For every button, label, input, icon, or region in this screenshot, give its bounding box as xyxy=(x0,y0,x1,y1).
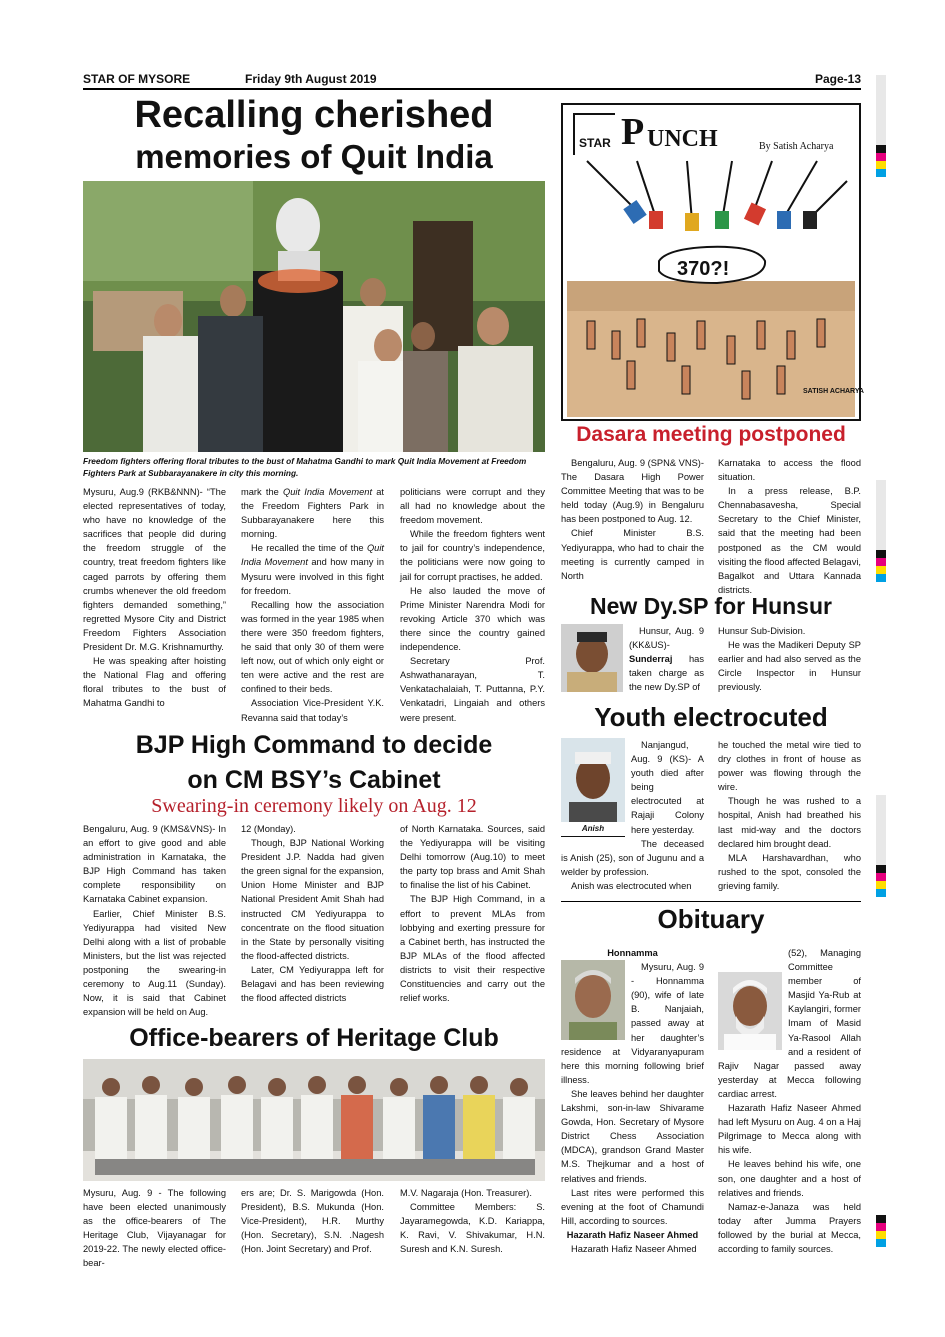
obituary-paragraph: (52), Managing Committee member of Masjid Ya-Rub at Kaylangiri, former Imam of Masid Ya-Rasool Allah and a resident of Rajiv Nagar passed away yesterday at Mecca following cardiac arrest. xyxy=(718,948,861,1099)
cartoon-bubble-text: 370?! xyxy=(677,258,730,280)
heritage-paragraph: ers are; Dr. S. Marigowda (Hon. President), B.S. Mukunda (Hon. Vice-President), H.R. Murthy (Hon. Secretary), S.N. .Nagesh (Hon. Joint Secretary) and Prof. xyxy=(241,1188,384,1255)
hunsur-headline: New Dy.SP for Hunsur xyxy=(590,593,832,619)
youth-column-1 xyxy=(561,738,704,896)
registration-marks-4 xyxy=(876,1215,886,1247)
quit-photo-caption: Freedom fighters offering floral tributes to the bust of Mahatma Gandhi to mark Quit India Movement at Freedom Fighters Park at Subbarayanakere in city this morning. xyxy=(83,456,527,478)
youth-column-2 xyxy=(718,738,861,896)
bjp-column-2 xyxy=(241,822,384,1022)
quit-column-2 xyxy=(241,485,384,725)
youth-paragraph: Nanjangud, Aug. 9 (KS)- A youth died after being electrocuted at Rajaji Colony here yesterday. xyxy=(631,740,704,835)
youth-paragraph: MLA Harshavardhan, who rushed to the spot, consoled the grieving family. xyxy=(718,852,861,891)
hunsur-column-2 xyxy=(718,624,861,700)
dasara-paragraph: Bengaluru, Aug. 9 (SPN& VNS)- The Dasara High Power Committee Meeting that was to be held today (Aug.9) in Bengaluru has been postponed to Aug. 12. xyxy=(561,458,704,525)
bjp-paragraph: The BJP High Command, in a effort to prevent MLAs from lobbying and exerting pressure for a Cabinet berth, has instructed the BJP MLAs of the flood affected districts to visit their respective Constituencies and carry out the relief works. xyxy=(400,894,545,1004)
punch-byline: By Satish Acharya xyxy=(759,141,834,152)
freedom-fighters-photo xyxy=(83,181,545,452)
cartoon xyxy=(567,161,864,417)
obituary-paragraph: Namaz-e-Janaza was held today after Jumma Prayers followed by the burial at Mecca, according to family sources. xyxy=(718,1201,861,1254)
dasara-paragraph: Karnataka to access the flood situation. xyxy=(718,458,861,483)
star-punch-masthead xyxy=(563,105,859,160)
bjp-paragraph: Earlier, Chief Minister B.S. Yediyurappa had visited New Delhi along with a list of probable Ministers, but the list was rejected postponing the swearing-in ceremony to Aug.11 (Sunday). Now, it is said that Cabinet expansion will be held on Aug. xyxy=(83,908,226,1018)
quit-paragraph: He also lauded the move of Prime Minister Narendra Modi for revoking Article 370 which was there since the country gained independence. xyxy=(400,585,545,653)
quit-paragraph: Mysuru, Aug.9 (RKB&NNN)- “The elected representatives of today, who have no knowledge of the sacrifices that people did during the freedom struggle of the country, treat freedom fighters like caged parrots by offering them crumbs whenever the old freedom fighters demanded something,” regretted Mysore City and District Freedom Fighters Association President Dr. M.G. Krishnamurthy. xyxy=(83,487,226,653)
sunderraj-photo xyxy=(561,624,623,692)
hunsur-paragraph: He was the Madikeri Deputy SP earlier and had also served as the Circle Inspector in Hunsur previously. xyxy=(718,640,861,693)
obituary-name-1: Honnamma xyxy=(607,948,658,958)
heritage-headline: Office-bearers of Heritage Club xyxy=(129,1024,499,1052)
heritage-column-1 xyxy=(83,1186,226,1271)
registration-marks-2 xyxy=(876,480,886,582)
bjp-paragraph: of North Karnataka. Sources, said the Yediyurappa will be visiting Delhi tomorrow (Aug.10) to meet the party top brass and Amit Shah to finalise the list of his Cabinet. xyxy=(400,824,545,891)
issue-date: Friday 9th August 2019 xyxy=(245,72,377,86)
anish-photo-box xyxy=(561,738,625,842)
obituary-column-1 xyxy=(561,946,704,1258)
obituary-rule xyxy=(561,901,861,902)
quit-paragraph: While the freedom fighters went to jail for country’s independence, the politicians were now going to jail for corrupt practises, he added. xyxy=(400,529,545,582)
obituary-headline: Obituary xyxy=(657,904,765,934)
obituary-name-2: Hazarath Hafiz Naseer Ahmed xyxy=(566,1229,699,1240)
quit-paragraph: Association Vice-President Y.K. Revanna said that today’s xyxy=(241,698,384,723)
quit-paragraph: Recalling how the association was formed in the year 1985 when there were 350 freedom fighters, he said that only 30 of them were left now, out of which only eight or ten were active and the rest are confined to their beds. xyxy=(241,599,384,695)
hunsur-column-1 xyxy=(561,624,704,700)
bjp-subhead: Swearing-in ceremony likely on Aug. 12 xyxy=(151,795,477,817)
page-number: Page-13 xyxy=(815,72,862,86)
cartoon-signature: SATISH ACHARYA xyxy=(803,388,864,395)
heritage-paragraph: Committee Members: S. Jayaramegowda, K.D. Kariappa, K. Ravi, V. Shivakumar, H.N. Suresh and K.N. Suresh. xyxy=(400,1202,545,1255)
obituary-paragraph: Last rites were performed this evening at the foot of Chamundi Hill, according to sources. xyxy=(561,1187,704,1226)
youth-paragraph: Though he was rushed to a hospital, Anish had breathed his last mid-way and the doctors declared him brought dead. xyxy=(718,796,861,849)
obituary-paragraph: She leaves behind her daughter Lakshmi, son-in-law Shivarame Gowda, Hon. Secretary of Mysore District Chess Association (MDCA), grandson Grand Master M.S. Thejkumar and a host of relatives and friends. xyxy=(561,1088,704,1184)
star-label: STAR xyxy=(579,136,611,150)
youth-paragraph: Anish was electrocuted when xyxy=(571,880,692,891)
dasara-paragraph: Chief Minister B.S. Yediyurappa, who had to chair the meeting is currently camped in North xyxy=(561,528,704,581)
youth-paragraph: The deceased is Anish (25), son of Jugunu and a welder by profession. xyxy=(561,838,704,877)
punch-initial: P xyxy=(621,111,645,153)
quit-paragraph: politicians were corrupt and they all had no knowledge about the freedom movement. xyxy=(400,487,545,526)
quit-paragraph: Secretary Prof. Ashwathanarayan, T. Venkatachalaiah, T. Puttanna, P.Y. Venkatadri, Lingaiah and others were present. xyxy=(400,656,545,723)
heritage-paragraph: Mysuru, Aug. 9 - The following have been elected unanimously as the office-bearers of The Heritage Club, Vijayanagar for 2019-22. The newly elected office-bear- xyxy=(83,1188,226,1269)
obituary-paragraph: Hazarath Hafiz Naseer Ahmed xyxy=(571,1243,697,1254)
dasara-paragraph: In a press release, B.P. Chennabasavesha, Special Secretary to the Chief Minister, said that the meeting had been postponed as the CM would visiting the flood affected Belagavi, Bagalkot and Uttara Kannada districts. xyxy=(718,486,861,595)
star-punch-box xyxy=(561,103,864,421)
paper-name: STAR OF MYSORE xyxy=(83,72,191,86)
registration-marks xyxy=(876,75,886,177)
youth-paragraph: he touched the metal wire tied to dry clothes in front of house as power was flowing through the wire. xyxy=(718,740,861,793)
quit-paragraph: He was speaking after hoisting the National Flag and offering floral tributes to the bust of Mahatma Gandhi to xyxy=(83,656,226,709)
obituary-paragraph: Mysuru, Aug. 9 - Honnamma (90), wife of late B. Nanjaiah, passed away at her daughter’s residence at Vidyaranyapuram here this morning following brief illness. xyxy=(561,962,704,1085)
quit-headline-2: memories of Quit India xyxy=(135,138,493,175)
hunsur-paragraph: Hunsur Sub-Division. xyxy=(718,626,806,636)
anish-label: Anish xyxy=(561,822,625,837)
quit-paragraph: mark the Quit India Movement at the Freedom Fighters Park in Subbarayanakere here this morning. xyxy=(241,487,384,540)
quit-paragraph: He recalled the time of the Quit India Movement and how many in Mysuru were involved in this fight for freedom. xyxy=(241,543,384,596)
bjp-paragraph: Bengaluru, Aug. 9 (KMS&VNS)- In an effort to give good and able administration in Karnataka, the BJP High Command has taken complete responsibility on Karnataka Cabinet expansion. xyxy=(83,824,226,905)
heritage-paragraph: M.V. Nagaraja (Hon. Treasurer). xyxy=(400,1188,532,1198)
bjp-paragraph: Later, CM Yediyurappa left for Belagavi and has been reviewing the flood affected districts xyxy=(241,964,384,1004)
anish-photo xyxy=(561,738,625,822)
quit-headline-1: Recalling cherished xyxy=(134,94,494,136)
bjp-column-3 xyxy=(400,822,545,1022)
header-rule xyxy=(83,88,861,90)
quit-column-3 xyxy=(400,485,545,725)
quit-column-1 xyxy=(83,485,226,725)
dasara-headline: Dasara meeting postponed xyxy=(576,423,846,446)
heritage-column-2 xyxy=(241,1186,384,1271)
dasara-column-2 xyxy=(718,456,861,595)
dasara-column-1 xyxy=(561,456,704,588)
obituary-paragraph: He leaves behind his wife, one son, one daughter and a host of relatives and friends. xyxy=(718,1159,861,1198)
youth-headline: Youth electrocuted xyxy=(594,702,828,732)
honnamma-photo xyxy=(561,960,625,1040)
bjp-paragraph: Though, BJP National Working President J.P. Nadda had given the green signal for the expansion, Union Home Minister and BJP National President Amit Shah had instructed CM Yediyurappa to concentrate on the flood situation in the State by personally visiting the flood-affected districts. xyxy=(241,838,384,961)
naseer-ahmed-photo xyxy=(718,972,782,1050)
bjp-column-1 xyxy=(83,822,226,1022)
bjp-headline-2: on CM BSY’s Cabinet xyxy=(187,766,441,794)
heritage-column-3 xyxy=(400,1186,545,1271)
bjp-headline-1: BJP High Command to decide xyxy=(135,731,493,759)
obituary-paragraph: Hazarath Hafiz Naseer Ahmed had left Mysuru on Aug. 4 on a Haj Pilgrimage to Mecca along with his wife. xyxy=(718,1103,861,1156)
punch-title: UNCH xyxy=(647,126,718,152)
hunsur-paragraph: Hunsur, Aug. 9 (KK&US)- Sunderraj has taken charge as the new Dy.SP of xyxy=(629,626,704,693)
registration-marks-3 xyxy=(876,795,886,897)
heritage-group-photo xyxy=(83,1059,545,1181)
obituary-column-2 xyxy=(718,946,861,1258)
bjp-paragraph: 12 (Monday). xyxy=(241,824,296,834)
